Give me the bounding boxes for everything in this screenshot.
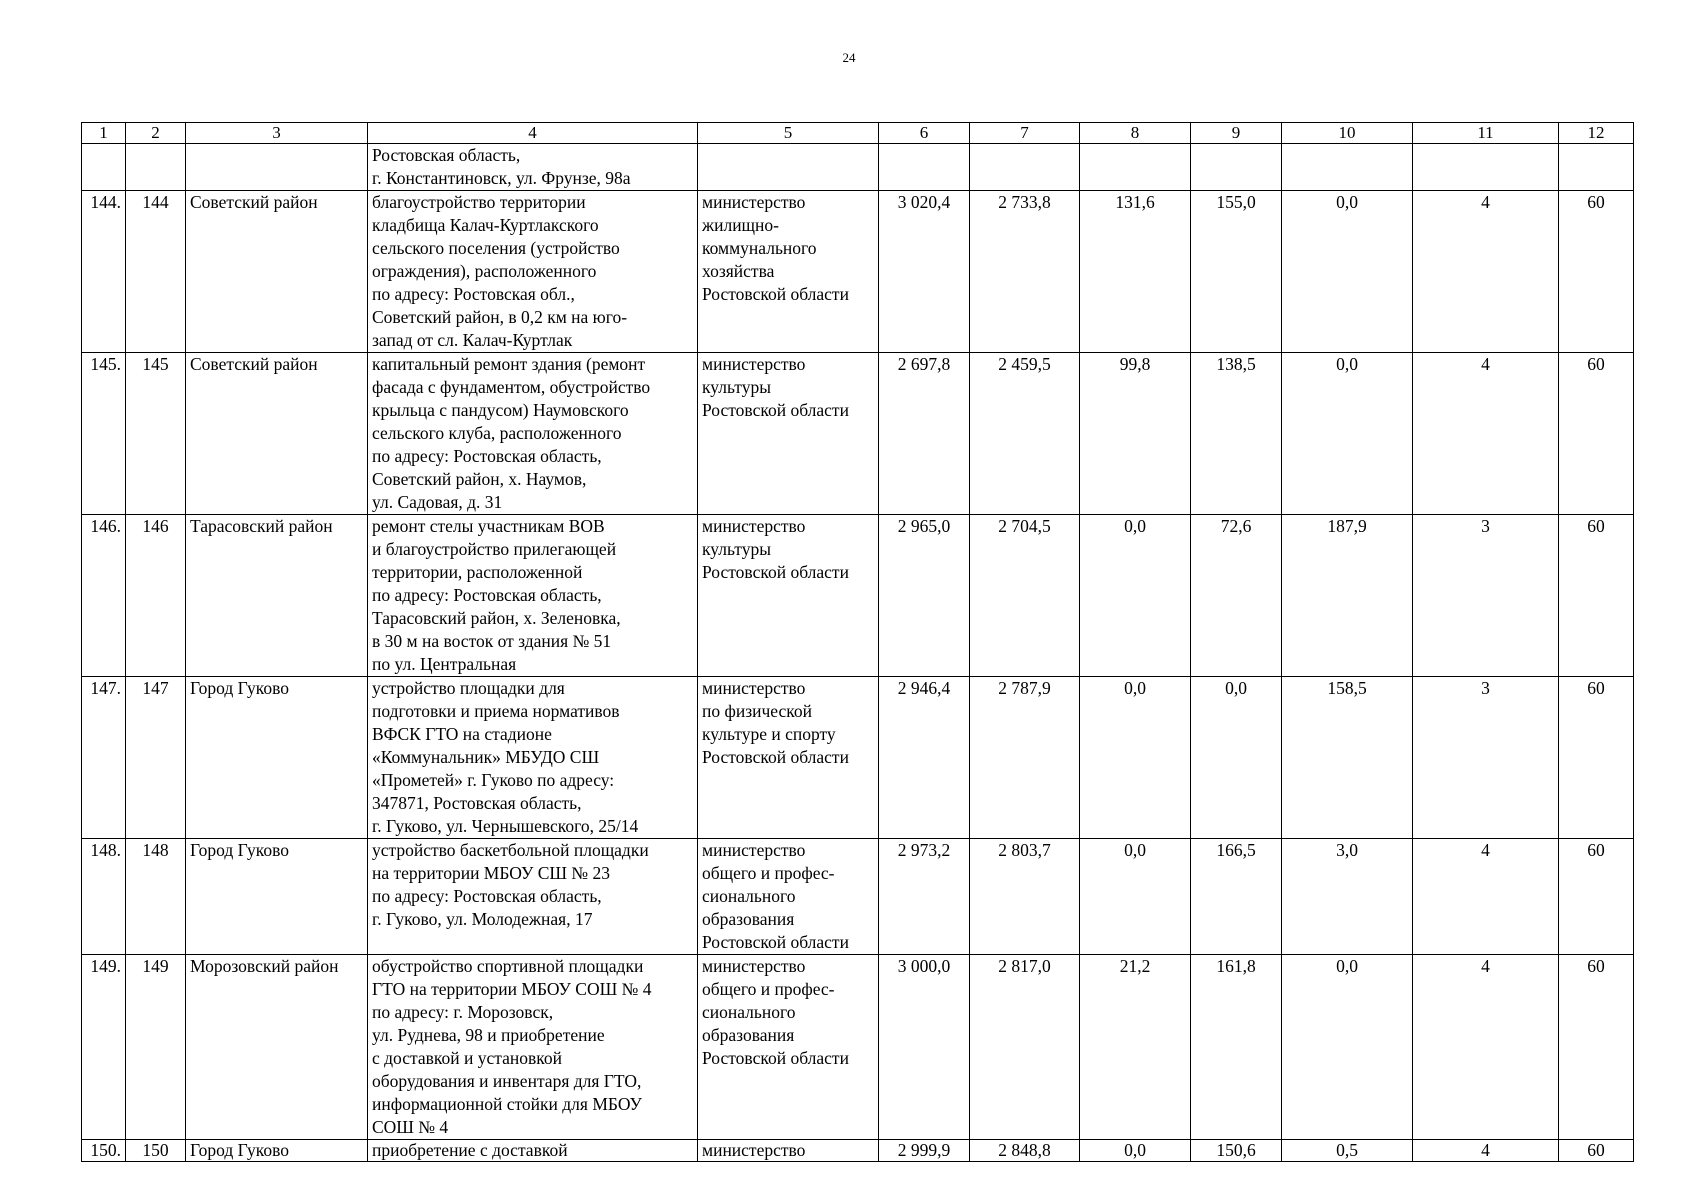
value-col-12: 60 bbox=[1559, 1140, 1634, 1162]
value-col-8: 0,0 bbox=[1080, 1140, 1191, 1162]
value-col-9: 155,0 bbox=[1191, 191, 1282, 353]
value-col-10: 0,0 bbox=[1282, 191, 1413, 353]
continuation-address: Ростовская область, г. Константиновск, ул. Фрунзе, 98а bbox=[368, 144, 698, 191]
object-id: 146 bbox=[126, 515, 186, 677]
value-col-7: 2 848,8 bbox=[970, 1140, 1080, 1162]
ministry: министерство культуры Ростовской области bbox=[698, 353, 879, 515]
value-col-10: 0,0 bbox=[1282, 955, 1413, 1140]
column-header-5: 5 bbox=[698, 123, 879, 144]
district: Город Гуково bbox=[186, 677, 368, 839]
ministry: министерство общего и профес- сионального образования Ростовской области bbox=[698, 955, 879, 1140]
object-id: 145 bbox=[126, 353, 186, 515]
row-number: 149. bbox=[82, 955, 126, 1140]
value-col-9: 72,6 bbox=[1191, 515, 1282, 677]
value-col-11: 3 bbox=[1413, 677, 1559, 839]
row-number: 150. bbox=[82, 1140, 126, 1162]
object-description: приобретение с доставкой bbox=[368, 1140, 698, 1162]
value-col-11: 4 bbox=[1413, 353, 1559, 515]
object-description: ремонт стелы участникам ВОВ и благоустройство прилегающей территории, расположенной по адресу: Ростовская область, Тарасовский район, х. Зеленовка, в 30 м на восток от здания № 51 по ул. Центральная bbox=[368, 515, 698, 677]
value-col-9: 166,5 bbox=[1191, 839, 1282, 955]
column-header-10: 10 bbox=[1282, 123, 1413, 144]
object-description: обустройство спортивной площадки ГТО на территории МБОУ СОШ № 4 по адресу: г. Морозовск, ул. Руднева, 98 и приобретение с доставкой и установкой оборудования и инвентаря для ГТО, информационной стойки для МБОУ СОШ № 4 bbox=[368, 955, 698, 1140]
column-header-7: 7 bbox=[970, 123, 1080, 144]
value-col-6: 3 000,0 bbox=[879, 955, 970, 1140]
value-col-12: 60 bbox=[1559, 515, 1634, 677]
header-row bbox=[82, 123, 1634, 144]
object-description: устройство баскетбольной площадки на территории МБОУ СШ № 23 по адресу: Ростовская область, г. Гуково, ул. Молодежная, 17 bbox=[368, 839, 698, 955]
object-description: устройство площадки для подготовки и приема нормативов ВФСК ГТО на стадионе «Коммунальник» МБУДО СШ «Прометей» г. Гуково по адресу: 347871, Ростовская область, г. Гуково, ул. Чернышевского, 25/14 bbox=[368, 677, 698, 839]
value-col-12: 60 bbox=[1559, 191, 1634, 353]
table-row bbox=[82, 955, 1634, 1140]
value-col-12: 60 bbox=[1559, 677, 1634, 839]
data-table bbox=[81, 122, 1634, 1162]
row-number: 147. bbox=[82, 677, 126, 839]
value-col-8: 131,6 bbox=[1080, 191, 1191, 353]
value-col-8: 0,0 bbox=[1080, 515, 1191, 677]
value-col-6: 2 999,9 bbox=[879, 1140, 970, 1162]
value-col-8: 21,2 bbox=[1080, 955, 1191, 1140]
value-col-11: 4 bbox=[1413, 1140, 1559, 1162]
object-id: 144 bbox=[126, 191, 186, 353]
value-col-7: 2 733,8 bbox=[970, 191, 1080, 353]
column-header-4: 4 bbox=[368, 123, 698, 144]
value-col-11: 4 bbox=[1413, 191, 1559, 353]
value-col-7: 2 817,0 bbox=[970, 955, 1080, 1140]
value-col-11: 3 bbox=[1413, 515, 1559, 677]
value-col-12: 60 bbox=[1559, 839, 1634, 955]
value-col-6: 2 965,0 bbox=[879, 515, 970, 677]
object-id: 150 bbox=[126, 1140, 186, 1162]
value-col-9: 138,5 bbox=[1191, 353, 1282, 515]
object-id: 148 bbox=[126, 839, 186, 955]
value-col-11: 4 bbox=[1413, 955, 1559, 1140]
value-col-12: 60 bbox=[1559, 353, 1634, 515]
column-header-1: 1 bbox=[82, 123, 126, 144]
column-header-6: 6 bbox=[879, 123, 970, 144]
row-number: 145. bbox=[82, 353, 126, 515]
table-row bbox=[82, 191, 1634, 353]
value-col-7: 2 704,5 bbox=[970, 515, 1080, 677]
ministry: министерство общего и профес- сионального образования Ростовской области bbox=[698, 839, 879, 955]
column-header-3: 3 bbox=[186, 123, 368, 144]
value-col-10: 3,0 bbox=[1282, 839, 1413, 955]
page-number: 24 bbox=[842, 50, 856, 65]
value-col-7: 2 787,9 bbox=[970, 677, 1080, 839]
value-col-7: 2 459,5 bbox=[970, 353, 1080, 515]
table-row bbox=[82, 839, 1634, 955]
district: Советский район bbox=[186, 353, 368, 515]
district: Город Гуково bbox=[186, 839, 368, 955]
value-col-11: 4 bbox=[1413, 839, 1559, 955]
district: Советский район bbox=[186, 191, 368, 353]
value-col-8: 99,8 bbox=[1080, 353, 1191, 515]
table-row bbox=[82, 677, 1634, 839]
table-row bbox=[82, 515, 1634, 677]
value-col-10: 158,5 bbox=[1282, 677, 1413, 839]
value-col-8: 0,0 bbox=[1080, 677, 1191, 839]
value-col-10: 0,5 bbox=[1282, 1140, 1413, 1162]
value-col-6: 3 020,4 bbox=[879, 191, 970, 353]
value-col-12: 60 bbox=[1559, 955, 1634, 1140]
value-col-8: 0,0 bbox=[1080, 839, 1191, 955]
table-row bbox=[82, 1140, 1634, 1162]
object-id: 149 bbox=[126, 955, 186, 1140]
continuation-row bbox=[82, 144, 1634, 191]
column-header-11: 11 bbox=[1413, 123, 1559, 144]
value-col-6: 2 946,4 bbox=[879, 677, 970, 839]
value-col-10: 0,0 bbox=[1282, 353, 1413, 515]
district: Тарасовский район bbox=[186, 515, 368, 677]
value-col-7: 2 803,7 bbox=[970, 839, 1080, 955]
value-col-6: 2 697,8 bbox=[879, 353, 970, 515]
ministry: министерство культуры Ростовской области bbox=[698, 515, 879, 677]
value-col-9: 161,8 bbox=[1191, 955, 1282, 1140]
row-number: 146. bbox=[82, 515, 126, 677]
column-header-12: 12 bbox=[1559, 123, 1634, 144]
row-number: 144. bbox=[82, 191, 126, 353]
object-id: 147 bbox=[126, 677, 186, 839]
value-col-9: 150,6 bbox=[1191, 1140, 1282, 1162]
value-col-10: 187,9 bbox=[1282, 515, 1413, 677]
row-number: 148. bbox=[82, 839, 126, 955]
object-description: капитальный ремонт здания (ремонт фасада с фундаментом, обустройство крыльца с пандусом) Наумовского сельского клуба, расположенного по адресу: Ростовская область, Советский район, х. Наумов, ул. Садовая, д. 31 bbox=[368, 353, 698, 515]
column-header-8: 8 bbox=[1080, 123, 1191, 144]
district: Город Гуково bbox=[186, 1140, 368, 1162]
table-row bbox=[82, 353, 1634, 515]
column-header-2: 2 bbox=[126, 123, 186, 144]
ministry: министерство жилищно- коммунального хозяйства Ростовской области bbox=[698, 191, 879, 353]
ministry: министерство по физической культуре и спорту Ростовской области bbox=[698, 677, 879, 839]
value-col-6: 2 973,2 bbox=[879, 839, 970, 955]
district: Морозовский район bbox=[186, 955, 368, 1140]
ministry: министерство bbox=[698, 1140, 879, 1162]
column-header-9: 9 bbox=[1191, 123, 1282, 144]
value-col-9: 0,0 bbox=[1191, 677, 1282, 839]
object-description: благоустройство территории кладбища Калач-Куртлакского сельского поселения (устройство ограждения), расположенного по адресу: Ростовская обл., Советский район, в 0,2 км на юго- запад от сл. Калач-Куртлак bbox=[368, 191, 698, 353]
